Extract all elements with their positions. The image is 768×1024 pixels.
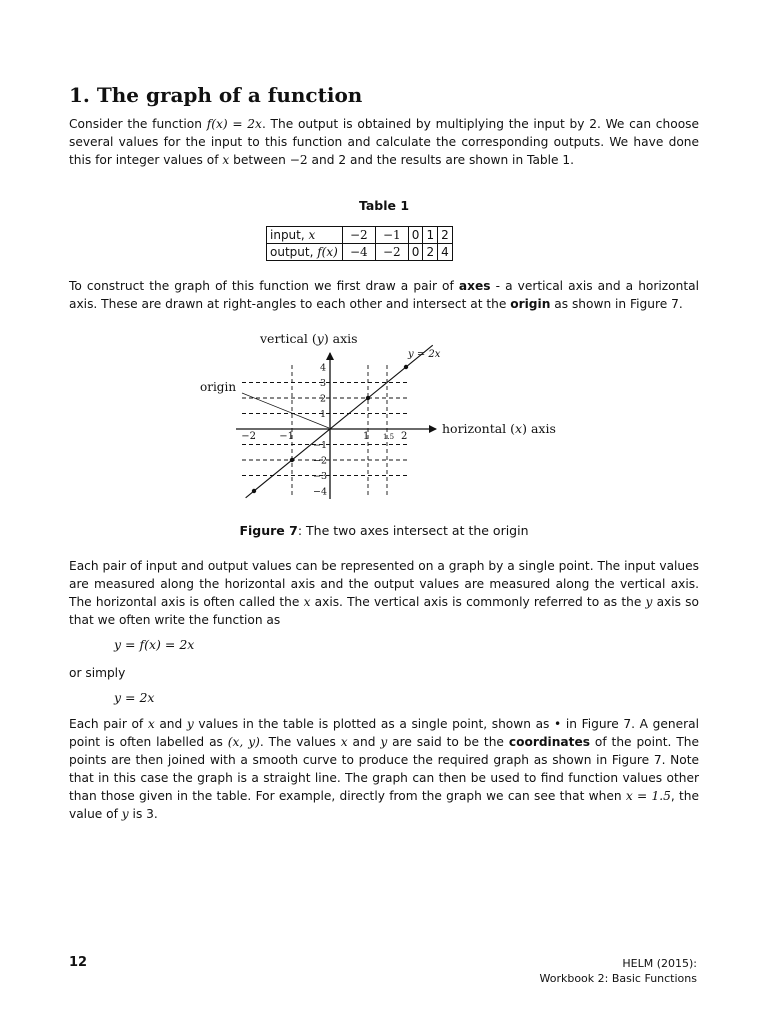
- figure-caption-label: Figure 7: [239, 523, 298, 538]
- text-run: of the point. The points are then joined with a smooth curve to produce the required graph as shown in Figure 7. Note that in this case the graph is a straight line. The graph can then be used to find function values other than those given in the table. For example, directly from the graph we can see that when: [69, 735, 699, 803]
- y-tick-label: 4: [319, 362, 326, 374]
- data-point: [404, 365, 408, 369]
- math-expression: x = 1.5: [625, 789, 671, 803]
- table-cell: 0: [408, 227, 423, 244]
- text-run: and 2 and the results are shown in Table 1.: [307, 153, 575, 167]
- math-expression: x: [147, 717, 155, 731]
- table-cell: 0: [408, 244, 423, 261]
- footer-source: [539, 956, 697, 986]
- figure-caption: [0, 523, 768, 538]
- axes-paragraph: [69, 277, 699, 313]
- header-text: input,: [270, 228, 309, 242]
- x-tick-label: 1: [363, 431, 370, 442]
- equation-simple: y = 2x: [114, 690, 155, 705]
- math-expression: x: [303, 595, 311, 609]
- footer-line: Workbook 2: Basic Functions: [539, 972, 697, 985]
- x-tick-label: −1: [279, 431, 294, 442]
- x-tick-label: 2: [401, 431, 408, 442]
- text-run: between: [229, 153, 290, 167]
- text-run: . The output is obtained by multiplying the input by 2. We can choose several values for the input to this function and calculate the corresponding outputs. We have done this for integer values of: [69, 117, 699, 167]
- values-table: [266, 226, 453, 261]
- table-cell: −2: [375, 244, 408, 261]
- origin-label: origin: [200, 380, 237, 394]
- table-cell: −4: [342, 244, 375, 261]
- math-expression: y: [121, 807, 129, 821]
- intro-paragraph: [69, 115, 699, 169]
- text-run: and: [154, 717, 187, 731]
- y-tick-label: 2: [319, 393, 326, 405]
- bold-term: origin: [510, 297, 551, 311]
- figure-7: [190, 325, 580, 505]
- math-expression: f(x): [317, 245, 338, 259]
- section-title: 1. The graph of a function: [69, 83, 363, 107]
- y-tick-label: −3: [312, 471, 327, 482]
- y-tick-label: −2: [312, 455, 327, 467]
- text-run: Consider the function: [69, 117, 207, 131]
- y-tick-label: −4: [312, 486, 327, 498]
- math-expression: −2: [289, 153, 308, 167]
- table-cell: 2: [423, 244, 438, 261]
- math-expression: x: [308, 228, 316, 242]
- vertical-axis-label: vertical (y) axis: [260, 331, 358, 346]
- y-tick-label: 3: [319, 378, 326, 389]
- math-expression: x: [222, 153, 230, 167]
- data-point: [290, 458, 294, 462]
- math-expression: x: [340, 735, 348, 749]
- text-run: Each pair of: [69, 717, 148, 731]
- footer-line: HELM (2015):: [622, 957, 697, 970]
- y-tick-label: 1: [319, 409, 326, 420]
- function-line-label: y = 2x: [408, 349, 441, 360]
- bold-term: axes: [458, 279, 491, 293]
- axes-graph: [190, 325, 580, 505]
- text-run: is 3.: [128, 807, 158, 821]
- math-expression: f(x) = 2x: [206, 117, 262, 131]
- text-run: Each pair of input and output values can be represented on a graph by a single point. The input values are measured along the horizontal axis and the output values are measured along the vertical axis. The horizontal axis is often called the: [69, 559, 699, 609]
- text-run: are said to be the: [387, 735, 509, 749]
- text-run: values in the table is plotted as a single point, shown as • in Figure 7. A general point is often labelled as: [69, 717, 699, 749]
- table-caption: Table 1: [358, 198, 410, 213]
- x-tick-label: 1.5: [383, 433, 395, 441]
- page-number: 12: [69, 955, 88, 970]
- table-cell: 1: [423, 227, 438, 244]
- math-expression: (x, y): [227, 735, 260, 749]
- data-point: [366, 396, 370, 400]
- math-expression: y: [186, 717, 194, 731]
- text-run: axis so that we often write the function as: [69, 595, 699, 627]
- header-text: output,: [270, 245, 318, 259]
- table-row-header: [267, 227, 343, 244]
- horizontal-axis-label: horizontal (x) axis: [442, 421, 556, 436]
- table-row-header: [267, 244, 343, 261]
- equation-full: y = f(x) = 2x: [114, 637, 195, 652]
- text-run: and: [347, 735, 381, 749]
- math-expression: y: [645, 595, 653, 609]
- or-simply-text: or simply: [69, 666, 126, 680]
- table-cell: −1: [375, 227, 408, 244]
- table-cell: 2: [438, 227, 453, 244]
- table-row-input: [267, 227, 453, 244]
- figure-caption-text: : The two axes intersect at the origin: [297, 523, 529, 538]
- plotting-paragraph: [69, 715, 699, 823]
- text-run: , the value of: [69, 789, 700, 821]
- x-tick-label: −2: [241, 431, 256, 442]
- bold-term: coordinates: [508, 735, 590, 749]
- coordinates-paragraph: [69, 557, 699, 629]
- data-point: [252, 489, 256, 493]
- table-cell: −2: [342, 227, 375, 244]
- math-expression: y: [380, 735, 388, 749]
- y-tick-label: −1: [312, 440, 327, 451]
- text-run: as shown in Figure 7.: [550, 297, 683, 311]
- text-run: - a vertical axis and a horizontal axis. These are drawn at right-angles to each other and intersect at the: [69, 279, 699, 311]
- text-run: To construct the graph of this function we first draw a pair of: [69, 279, 459, 293]
- text-run: . The values: [259, 735, 341, 749]
- table-row-output: [267, 244, 453, 261]
- table-cell: 4: [438, 244, 453, 261]
- text-run: axis. The vertical axis is commonly referred to as the: [310, 595, 646, 609]
